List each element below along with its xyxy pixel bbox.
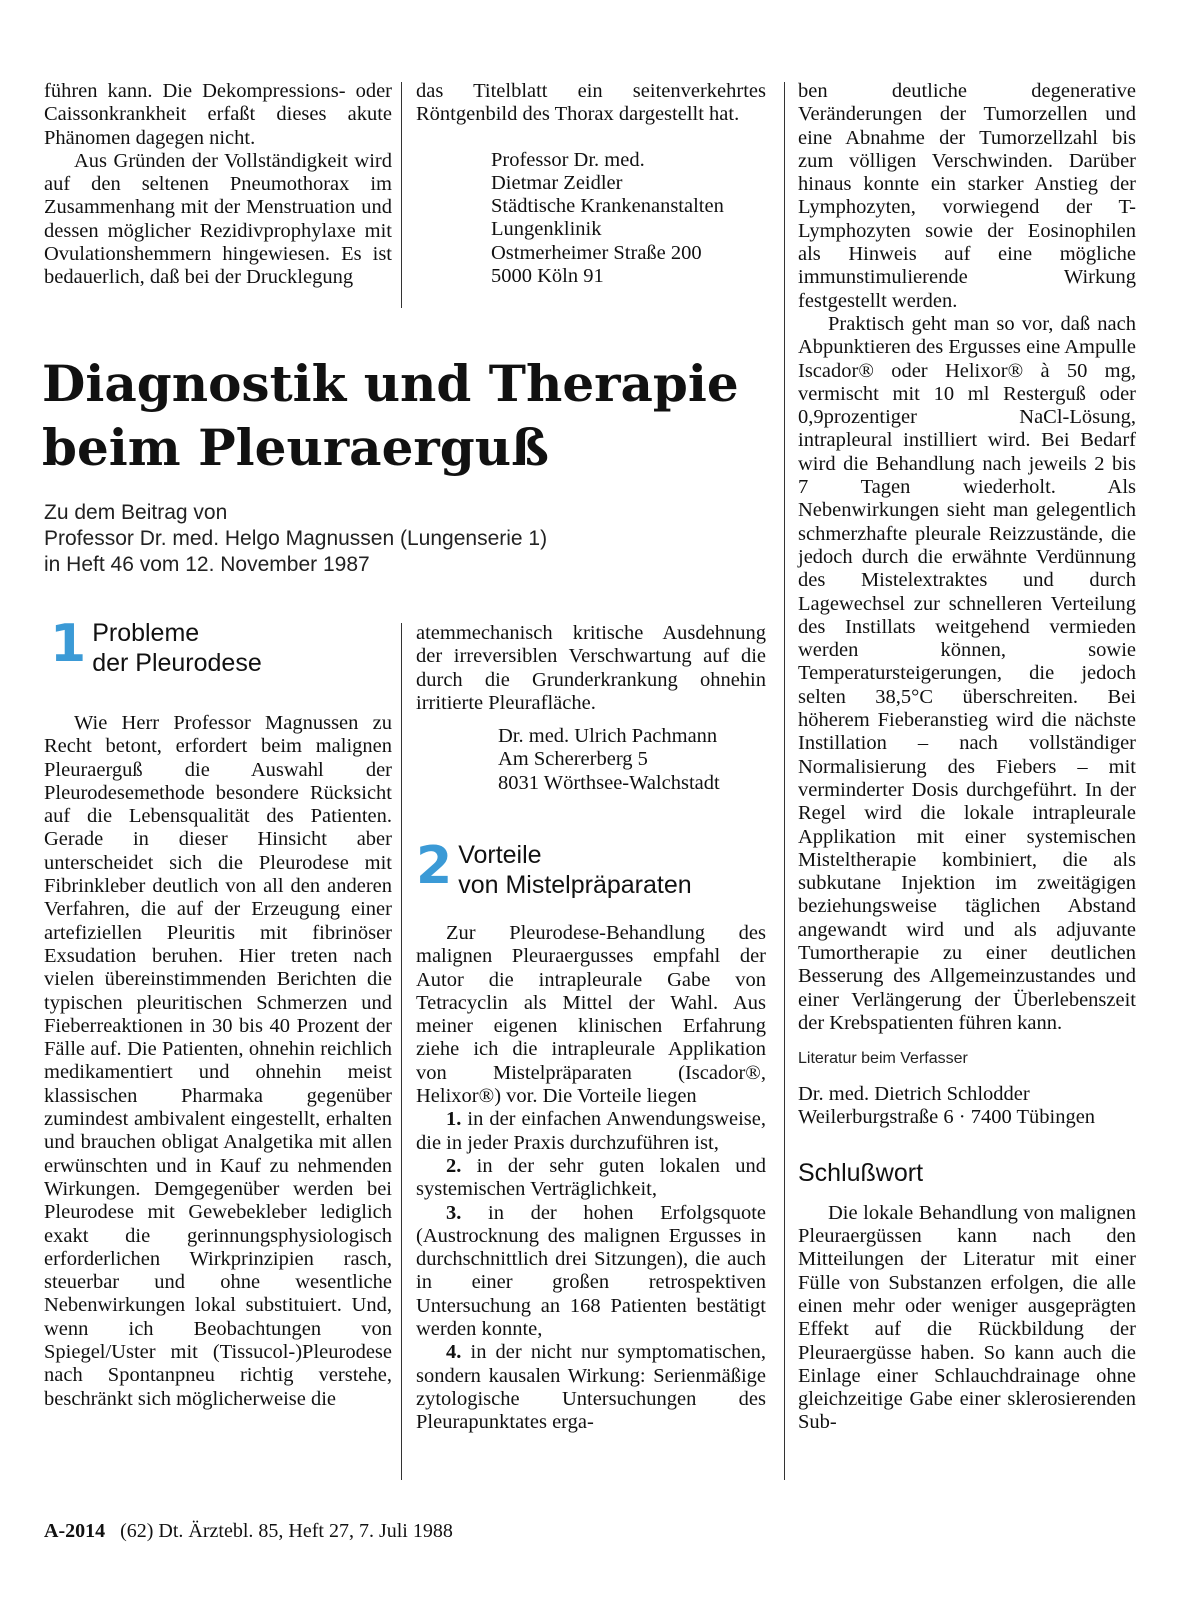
article-intro bbox=[44, 500, 784, 578]
top-column-2 bbox=[416, 80, 766, 288]
signature-line: Professor Dr. med. bbox=[491, 148, 645, 171]
intro-line: in Heft 46 vom 12. November 1987 bbox=[44, 553, 370, 576]
signature-line: Dr. med. Dietrich Schlodder bbox=[798, 1083, 1030, 1106]
signature-line: Lungenklinik bbox=[491, 218, 602, 241]
paragraph: Wie Herr Professor Magnussen zu Recht betont, erfordert beim malignen Pleuraerguß die Auswahl der Pleurodesemethode besondere Rücksicht auf die Lebensqualität des Patienten. Gerade in dieser Hinsicht aber unterscheidet sich die Pleurodese mit Fibrinkleber deutlich von all den anderen Verfahren, die auf der Erzeugung einer artefiziellen Pleuritis mit fibrinöser Exsudation beruhen. Hier treten nach vielen übereinstimmenden Berichten die typischen pleuritischen Schmerzen und Fieberreaktionen in 30 bis 40 Prozent der Fälle auf. Die Patienten, ohnehin reichlich medikamentiert und ohnehin meist klassischen Pharmaka gegenüber zumindest ambivalent eingestellt, erhalten und brauchen obligat Analgetika mit allen erwünschten und in Kauf zu nehmenden Wirkungen. Demgegenüber werden bei Pleurodese mit Gewebekleber lediglich exakt die gerinnungsphysiologisch erforderlichen Wirkprinzipien rasch, steuerbar und ohne wesentliche Nebenwirkungen lokal substituiert. Und, wenn ich Beobachtungen von Spiegel/Uster mit (Tissucol-)Pleurodese nach Spontanpneu richtig verstehe, beschränkt sich möglicherweise die bbox=[44, 712, 392, 1410]
article-title bbox=[42, 352, 782, 480]
closing-title: Schlußwort bbox=[798, 1158, 924, 1187]
signature-line: 5000 Köln 91 bbox=[491, 265, 604, 288]
page-footer bbox=[44, 1520, 453, 1543]
list-text: in der nicht nur symptomatischen, sondern kausalen Wirkung: Serienmäßige zytologische Untersuchungen des Pleurapunktates erga- bbox=[416, 1341, 767, 1434]
paragraph: atemmechanisch kritische Ausdehnung der irreversiblen Verschwartung auf die durch die Grunderkrankung ohnehin irritierte Pleurafläche. bbox=[416, 622, 766, 714]
signature-pachmann bbox=[498, 725, 766, 795]
signature-line: Dr. med. Ulrich Pachmann bbox=[498, 725, 718, 748]
article-title-line-1: Diagnostik und Therapie bbox=[42, 354, 739, 413]
list-text: in der sehr guten lokalen und systemischen Verträglichkeit, bbox=[416, 1154, 766, 1201]
section-2-body bbox=[416, 922, 766, 1435]
column-rule-top-1 bbox=[401, 82, 402, 308]
list-number: 4. bbox=[446, 1341, 462, 1364]
signature-line: Ostmerheimer Straße 200 bbox=[491, 241, 702, 264]
section-title-line: Vorteile bbox=[458, 841, 542, 869]
section-1-heading bbox=[50, 614, 262, 678]
section-title-line: von Mistelpräparaten bbox=[458, 871, 692, 899]
paragraph: Aus Gründen der Vollständigkeit wird auf den seltenen Pneumothorax im Zusammenhang mit der Menstruation und dessen möglicher Rezidivprophylaxe mit Ovulationshemmern hingewiesen. Es ist bedauerlich, daß bei der Drucklegung bbox=[44, 149, 392, 289]
section-title-line: Probleme bbox=[92, 619, 200, 647]
section-2-heading bbox=[416, 836, 692, 900]
section-title bbox=[92, 618, 262, 678]
paragraph: ben deutliche degenerative Veränderungen der Tumorzellen und eine Abnahme der Tumorzellzahl bis zum völligen Verschwinden. Darüber hinaus konnte ein starker Anstieg der Lymphozyten, vorwiegend der T-Lymphozyten sowie der Eosinophilen als Hinweis auf eine mögliche immunstimulierende Wirkung festgestellt werden. bbox=[798, 80, 1136, 312]
signature-line: Dietmar Zeidler bbox=[491, 171, 623, 194]
top-column-1 bbox=[44, 80, 392, 290]
paragraph: führen kann. Die Dekompressions- oder Caissonkrankheit erfaßt dieses akute Phänomen dagegen nicht. bbox=[44, 80, 392, 149]
section-number: 1 bbox=[50, 614, 87, 674]
intro-line: Professor Dr. med. Helgo Magnussen (Lungenserie 1) bbox=[44, 527, 548, 550]
signature-line: 8031 Wörthsee-Walchstadt bbox=[498, 771, 720, 794]
paragraph: das Titelblatt ein seitenverkehrtes Röntgenbild des Thorax dargestellt hat. bbox=[416, 80, 766, 126]
list-number: 2. bbox=[446, 1154, 462, 1177]
journal-citation: (62) Dt. Ärztebl. 85, Heft 27, 7. Juli 1988 bbox=[120, 1520, 453, 1542]
column-rule-2 bbox=[401, 623, 402, 1480]
list-text: in der hohen Erfolgsquote (Austrocknung des malignen Ergusses in durchschnittlich drei Sitzungen), die auch in einer großen retrospektiven Untersuchung an 168 Patienten bestätigt werden konnte, bbox=[416, 1201, 766, 1341]
signature-zeidler bbox=[491, 149, 766, 289]
section-title bbox=[458, 840, 691, 900]
section-title-line: der Pleurodese bbox=[92, 649, 262, 677]
paragraph: Zur Pleurodese-Behandlung des malignen Pleuraergusses empfahl der Autor die intrapleurale Gabe von Tetracyclin als Mittel der Wahl. Aus meiner eigenen klinischen Erfahrung ziehe ich die intrapleurale Applikation von Mistelpräparaten (Iscador®, Helixor®) vor. Die Vorteile liegen bbox=[416, 922, 766, 1108]
signature-schlodder bbox=[798, 1083, 1136, 1130]
list-number: 3. bbox=[446, 1201, 462, 1224]
list-text: in der einfachen Anwendungsweise, die in jeder Praxis durchzuführen ist, bbox=[416, 1108, 766, 1154]
column-2-lower bbox=[416, 622, 766, 795]
article-title-line-2: beim Pleuraerguß bbox=[42, 418, 550, 477]
list-item bbox=[416, 1108, 766, 1155]
list-item bbox=[416, 1341, 766, 1434]
section-1-body bbox=[44, 712, 392, 1411]
list-item bbox=[416, 1155, 766, 1202]
column-rule-3 bbox=[784, 82, 785, 1480]
signature-line: Am Schererberg 5 bbox=[498, 748, 648, 771]
list-number: 1. bbox=[446, 1108, 462, 1131]
literature-note: Literatur beim Verfasser bbox=[798, 1050, 968, 1068]
section-number: 2 bbox=[416, 836, 453, 896]
signature-line: Städtische Krankenanstalten bbox=[491, 195, 724, 218]
intro-line: Zu dem Beitrag von bbox=[44, 501, 228, 524]
page-number: A-2014 bbox=[44, 1520, 106, 1542]
paragraph: Praktisch geht man so vor, daß nach Abpunktieren des Ergusses eine Ampulle Iscador® oder Helixor® à 50 mg, vermischt mit 10 ml Resterguß oder 0,9prozentiger NaCl-Lösung, intrapleural instilliert wird. Bei Bedarf wird die Behandlung nach jeweils 2 bis 7 Tagen wiederholt. Als Nebenwirkungen sieht man gelegentlich schmerzhafte pleurale Reizzustände, die jedoch durch die erwähnte Verdünnung des Mistelextraktes und durch Lagewechsel zur schnelleren Verteilung des Instillats weitgehend vermieden werden können, sowie Temperatursteigerungen, die jedoch selten 38,5°C überschreiten. Bei höherem Fieberanstieg wird die nächste Instillation – nach vollständiger Normalisierung des Fiebers – mit verminderter Dosis durchgeführt. In der Regel wird die lokale intrapleurale Applikation mit einer systemischen Misteltherapie kombiniert, die als subkutane Injektion im zweitägigen beziehungsweise täglichen Abstand angewandt wird und als adjuvante Tumortherapie zu einer deutlichen Besserung des Allgemeinzustandes und einer Verlängerung der Überlebenszeit der Krebspatienten führen kann. bbox=[798, 312, 1136, 1034]
signature-line: Weilerburgstraße 6 · 7400 Tübingen bbox=[798, 1106, 1096, 1129]
paragraph: Die lokale Behandlung von malignen Pleuraergüssen kann nach den Mitteilungen der Literatur mit einer Fülle von Substanzen erfolgen, die alle einen mehr oder weniger ausgeprägten Effekt auf die Rückbildung der Pleuraergüsse haben. So kann auch die Einlage einer Schlauchdrainage ohne gleichzeitige Gabe einer sklerosierenden Sub- bbox=[798, 1201, 1136, 1434]
column-3 bbox=[798, 80, 1136, 1435]
list-item bbox=[416, 1202, 766, 1342]
